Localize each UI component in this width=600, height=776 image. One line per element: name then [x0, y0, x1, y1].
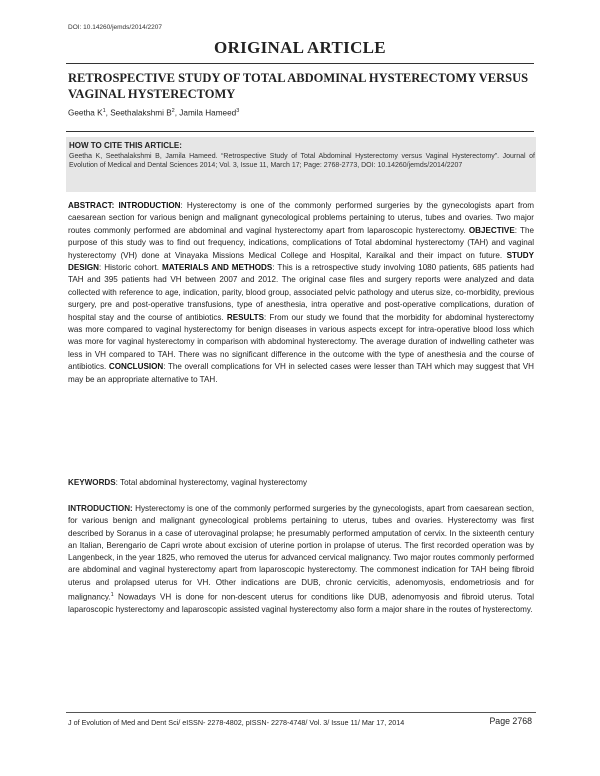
introduction-section — [68, 503, 534, 616]
keywords-line — [68, 477, 534, 489]
abstract-conclusion-text: : The overall complications for VH in selected cases were lesser than TAH which may suggest that VH may be an appropriate alternative to TAH. — [68, 362, 534, 384]
abstract-objective-text: : The purpose of this study was to find out frequency, indications, complications of Total abdominal hysterectomy (TAH) and vaginal hysterectomy (VH) done at Vinayaka Missions Medical College and Hospital, Karaikal and their impact on future. — [68, 225, 534, 260]
keywords-text: : Total abdominal hysterectomy, vaginal hysterectomy — [115, 478, 308, 487]
abstract-results-text: : From our study we found that the morbidity for abdominal hysterectomy was more compared to vaginal hysterectomy for benign diseases in various aspects except for intra-operative blood loss which was more for vaginal hysterectomy in comparison with abdominal hysterectomy. The average duration of indwelling catheter was less in VH compared to TAH. There was no significant difference in the outcome with the type of anesthesia and the course of antibiotics. — [68, 312, 534, 372]
abstract-methods-label: MATERIALS AND METHODS — [161, 263, 273, 273]
footer-divider — [66, 712, 536, 713]
article-type-heading: ORIGINAL ARTICLE — [214, 38, 386, 57]
author-affiliation-mark: 2 — [171, 108, 175, 114]
citation-text: Geetha K, Seethalakshmi B, Jamila Hameed. “Retrospective Study of Total Abdominal Hysterectomy versus Vaginal Hysterectomy”. Journal of Evolution of Medical and Dental Sciences 2014; Vol. 3, Issue 11, March 17; Page: 2768-2773, DOI: 10.14260/jemds/2014/2207 — [69, 153, 535, 170]
abstract-objective-label: OBJECTIVE — [468, 225, 515, 235]
citation-heading: HOW TO CITE THIS ARTICLE: — [69, 141, 182, 150]
doi-line: DOI: 10.14260/jemds/2014/2207 — [68, 24, 162, 31]
abstract-conclusion-label: CONCLUSION — [108, 362, 164, 372]
introduction-text-continued: Nowadays VH is done for non-descent uterus for conditions like DUB, adenomyosis and fibroid uterus. Total laparoscopic hysterectomy and laparoscopic assisted vaginal hysterectomy also form a major share in the routes of hysterectomy. — [68, 592, 534, 615]
author-list: Geetha $K^1$, Seethalakshmi $B^2$, Jamila Hameed$^3$ — [68, 108, 240, 118]
abstract-results-label: RESULTS — [226, 312, 265, 322]
abstract-section — [68, 200, 534, 386]
abstract-design-label: STUDY DESIGN — [68, 250, 534, 273]
introduction-label: INTRODUCTION: — [68, 504, 133, 513]
author-affiliation-mark: 3 — [236, 108, 240, 114]
reference-mark: 1 — [110, 592, 114, 599]
citation-top-divider — [66, 131, 534, 132]
article-title: RETROSPECTIVE STUDY OF TOTAL ABDOMINAL HYSTERECTOMY VERSUS VAGINAL HYSTERECTOMY — [68, 71, 529, 101]
abstract-intro-text: : Hysterectomy is one of the commonly performed surgeries by the gynecologists apart from caesarean section for various benign and malignant gynecological problems pertaining to uterus, tubes and ovaries. Two major routes commonly performed are abdominal and vaginal hysterectomy apart from laparoscopic hysterectomy. — [68, 201, 535, 235]
page-number: Page 2768 — [489, 716, 532, 726]
header-divider — [66, 63, 534, 64]
abstract-intro-label: ABSTRACT: INTRODUCTION — [68, 201, 181, 210]
keywords-label: KEYWORDS — [68, 478, 116, 487]
author-affiliation-mark: 1 — [102, 108, 106, 114]
introduction-text: Hysterectomy is one of the commonly performed surgeries by the gynecologists, apart from caesarean section, for various benign and malignant gynecological problems pertaining to uterus, tubes and ovaries. Hysterectomy was first described by Soranus in a case of uterovaginal prolapse; he presumably performed amputation of cervix. In the sixteenth century an Italian, Berengario de Capri wrote about excision of uterine portion in prolapse of uterus. The first recorded operation was by Langenbeck, in the year 1825, who removed the uterus for advanced cervical malignancy. Two major routes commonly performed are abdominal and vaginal hysterectomy apart from laparoscopic hysterectomy. The commonest indication for TAH being fibroid uterus and prolapsed uterus for VH. Other indications are DUB, chronic cervicitis, adenomyosis, endometriosis and for malignancy. — [68, 504, 534, 602]
abstract-methods-text: : This is a retrospective study involving 1080 patients, 685 patients had TAH and 395 patients had VH between 2007 and 2012. The original case files and surgery reports were analyzed and data collected with reference to age, indication, parity, blood group, associated pelvic pathology and uterus size, co-morbidity, previous surgery, pre and post-operative transfusions, type of anesthesia, intra operative and post-operative complications, duration of hospital stay and the course of antibiotics. — [68, 263, 534, 322]
footer-journal-info: J of Evolution of Med and Dent Sci/ eISSN- 2278-4802, pISSN- 2278-4748/ Vol. 3/ Issue 11/ Mar 17, 2014 — [68, 718, 405, 727]
author-name: Jamila Hameed — [179, 108, 237, 118]
abstract-design-text: : Historic cohort. — [99, 263, 162, 273]
author-name: Seethalakshmi B — [110, 108, 172, 118]
author-name: Geetha K — [68, 108, 103, 118]
